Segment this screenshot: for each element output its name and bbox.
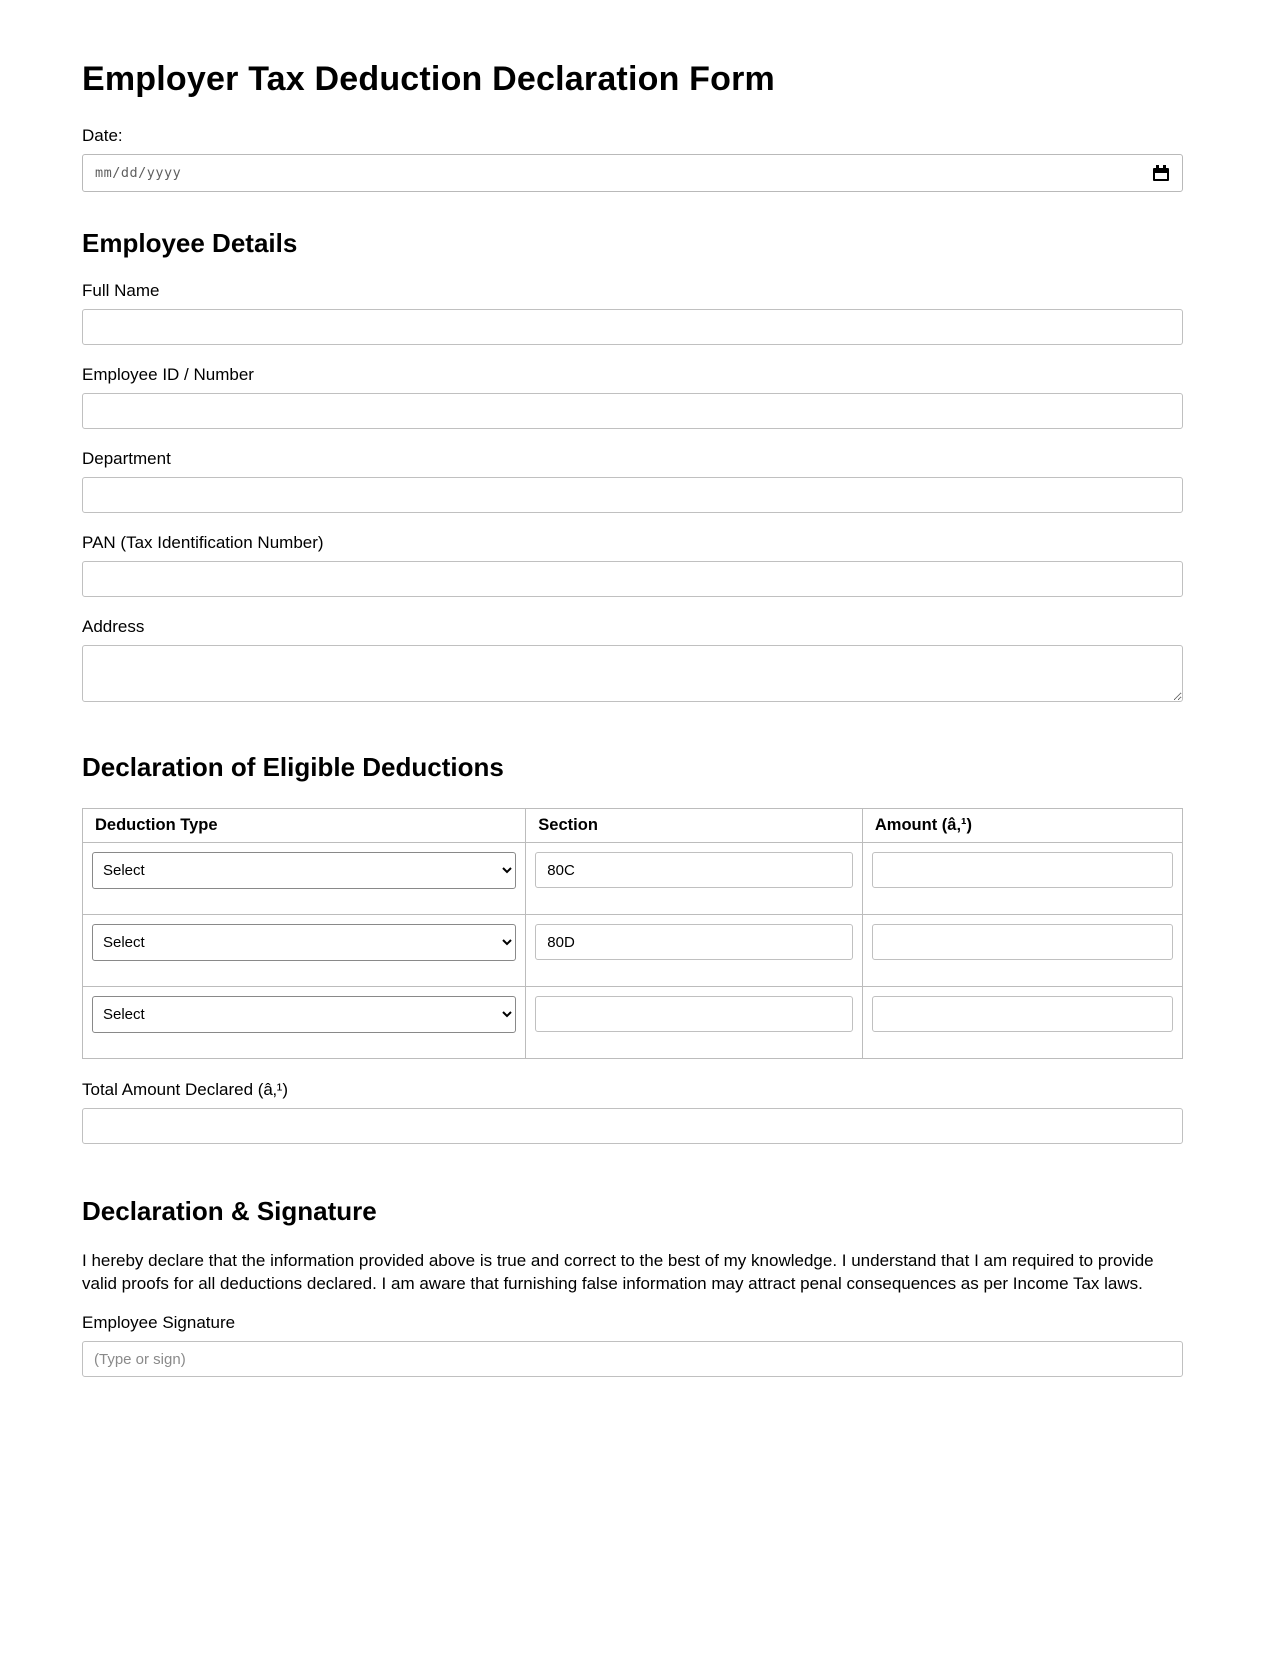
column-header-section: Section — [526, 809, 863, 843]
full-name-field-group — [82, 281, 1183, 345]
pan-label: PAN (Tax Identification Number) — [82, 533, 324, 552]
signature-label: Employee Signature — [82, 1313, 236, 1333]
deduction-row-2 — [83, 915, 1183, 987]
deductions-heading: Declaration of Eligible Deductions — [82, 752, 504, 782]
deduction-row-1 — [83, 843, 1183, 915]
section-input-3[interactable] — [535, 996, 853, 1032]
department-label: Department — [82, 449, 171, 468]
department-input[interactable] — [82, 477, 1183, 513]
employee-id-label: Employee ID / Number — [82, 365, 254, 384]
deductions-header-row — [83, 809, 1183, 843]
employee-id-input[interactable] — [82, 393, 1183, 429]
full-name-input[interactable] — [82, 309, 1183, 345]
address-textarea[interactable] — [82, 645, 1183, 702]
signature-field-group — [82, 1313, 1183, 1377]
pan-input[interactable] — [82, 561, 1183, 597]
section-input-1[interactable] — [535, 852, 853, 888]
date-field-group — [82, 126, 1183, 192]
amount-input-2[interactable] — [872, 924, 1173, 960]
column-header-deduction-type: Deduction Type — [83, 809, 526, 843]
address-label: Address — [82, 617, 145, 636]
date-placeholder: mm/dd/yyyy — [95, 165, 182, 181]
employee-id-field-group — [82, 365, 1183, 429]
deduction-type-select-1[interactable] — [92, 852, 516, 889]
full-name-label: Full Name — [82, 281, 160, 300]
address-field-group — [82, 617, 1183, 702]
declaration-heading: Declaration & Signature — [82, 1196, 377, 1226]
total-amount-field-group — [82, 1080, 1183, 1144]
deduction-type-select-3[interactable] — [92, 996, 516, 1033]
pan-field-group — [82, 533, 1183, 597]
deductions-table — [82, 808, 1183, 1059]
deduction-row-3 — [83, 987, 1183, 1059]
deduction-type-select-2[interactable] — [92, 924, 516, 961]
column-header-amount: Amount (â‚¹) — [862, 809, 1182, 843]
department-field-group — [82, 449, 1183, 513]
section-input-2[interactable] — [535, 924, 853, 960]
page-title: Employer Tax Deduction Declaration Form — [82, 60, 775, 98]
calendar-icon[interactable] — [1152, 165, 1170, 182]
signature-input[interactable] — [82, 1341, 1183, 1377]
declaration-text: I hereby declare that the information provided above is true and correct to the best of my knowledge. I understand that I am required to provide valid proofs for all deductions declared. I am aware that furnishing false information may attract penal consequences as per Income Tax laws. — [82, 1251, 1154, 1294]
date-input[interactable] — [82, 154, 1183, 192]
amount-input-1[interactable] — [872, 852, 1173, 888]
total-amount-label: Total Amount Declared (â‚¹) — [82, 1080, 288, 1099]
total-amount-input[interactable] — [82, 1108, 1183, 1144]
date-label: Date: — [82, 126, 123, 145]
amount-input-3[interactable] — [872, 996, 1173, 1032]
employee-details-heading: Employee Details — [82, 228, 298, 258]
